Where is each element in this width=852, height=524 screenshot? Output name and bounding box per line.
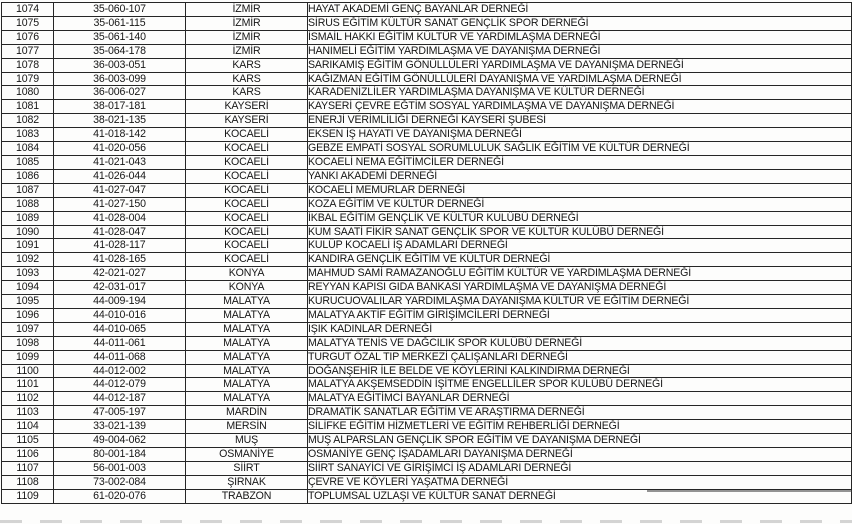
table-row (2, 225, 852, 239)
row-number-cell: 1079 (2, 72, 54, 86)
row-number-cell: 1097 (2, 322, 54, 336)
row-number-cell: 1083 (2, 128, 54, 142)
association-name-cell: KAYSERİ ÇEVRE EĞTİM SOSYAL YARDIMLAŞMA VE DAYANIŞMA DERNEĞİ (308, 100, 852, 114)
association-name-cell: MALATYA EĞİTİMCİ BAYANLAR DERNEĞİ (308, 392, 852, 406)
registration-code-cell: 41-021-043 (54, 155, 186, 169)
registration-code-cell: 38-017-181 (54, 100, 186, 114)
association-name-cell: MALATYA TENİS VE DAĞCILIK SPOR KULÜBÜ DERNEĞİ (308, 336, 852, 350)
row-number-cell: 1087 (2, 183, 54, 197)
province-cell: OSMANİYE (186, 448, 308, 462)
association-name-cell: SİRUS EĞİTİM KÜLTÜR SANAT GENÇLİK SPOR DERNEĞİ (308, 16, 852, 30)
row-number-cell: 1088 (2, 197, 54, 211)
table-row (2, 406, 852, 420)
row-number-cell: 1107 (2, 461, 54, 475)
province-cell: MALATYA (186, 336, 308, 350)
registration-code-cell: 42-031-017 (54, 281, 186, 295)
row-number-cell: 1074 (2, 3, 54, 17)
province-cell: MUŞ (186, 434, 308, 448)
table-row (2, 100, 852, 114)
table-row (2, 308, 852, 322)
registration-code-cell: 44-012-002 (54, 364, 186, 378)
table-row (2, 434, 852, 448)
association-name-cell: KURUCUOVALILAR YARDIMLAŞMA DAYANIŞMA KÜLTÜR VE EĞİTİM DERNEĞİ (308, 295, 852, 309)
row-number-cell: 1108 (2, 475, 54, 489)
table-row (2, 267, 852, 281)
row-number-cell: 1086 (2, 169, 54, 183)
row-number-cell: 1081 (2, 100, 54, 114)
association-name-cell: TOPLUMSAL UZLAŞI VE KÜLTÜR SANAT DERNEĞİ (308, 489, 852, 503)
row-number-cell: 1096 (2, 308, 54, 322)
table-row (2, 169, 852, 183)
row-number-cell: 1105 (2, 434, 54, 448)
province-cell: KONYA (186, 281, 308, 295)
row-number-cell: 1091 (2, 239, 54, 253)
registration-code-cell: 41-028-117 (54, 239, 186, 253)
row-number-cell: 1090 (2, 225, 54, 239)
province-cell: KOCAELİ (186, 169, 308, 183)
table-row (2, 197, 852, 211)
registration-code-cell: 44-011-061 (54, 336, 186, 350)
province-cell: MALATYA (186, 322, 308, 336)
registration-code-cell: 41-028-165 (54, 253, 186, 267)
row-number-cell: 1099 (2, 350, 54, 364)
registration-code-cell: 49-004-062 (54, 434, 186, 448)
row-number-cell: 1104 (2, 420, 54, 434)
province-cell: MALATYA (186, 364, 308, 378)
registration-code-cell: 36-003-099 (54, 72, 186, 86)
table-row (2, 392, 852, 406)
association-name-cell: HANIMELİ EĞİTİM YARDIMLAŞMA VE DAYANIŞMA DERNEĞİ (308, 44, 852, 58)
table-row (2, 461, 852, 475)
province-cell: SİİRT (186, 461, 308, 475)
association-name-cell: HAYAT AKADEMİ GENÇ BAYANLAR DERNEĞİ (308, 3, 852, 17)
association-name-cell: KOZA EĞİTİM VE KÜLTÜR DERNEĞİ (308, 197, 852, 211)
association-name-cell: GEBZE EMPATİ SOSYAL SORUMLULUK SAĞLIK EĞİTİM VE KÜLTÜR DERNEĞİ (308, 142, 852, 156)
registration-code-cell: 56-001-003 (54, 461, 186, 475)
row-number-cell: 1095 (2, 295, 54, 309)
registration-code-cell: 35-061-140 (54, 30, 186, 44)
association-name-cell: OSMANİYE GENÇ İŞADAMLARI DAYANIŞMA DERNEĞİ (308, 448, 852, 462)
registration-code-cell: 33-021-139 (54, 420, 186, 434)
province-cell: İZMİR (186, 16, 308, 30)
registration-code-cell: 35-060-107 (54, 3, 186, 17)
row-number-cell: 1092 (2, 253, 54, 267)
province-cell: MALATYA (186, 350, 308, 364)
registration-code-cell: 44-011-068 (54, 350, 186, 364)
row-number-cell: 1101 (2, 378, 54, 392)
table-row (2, 30, 852, 44)
row-number-cell: 1106 (2, 448, 54, 462)
row-number-cell: 1078 (2, 58, 54, 72)
province-cell: ŞIRNAK (186, 475, 308, 489)
table-row (2, 155, 852, 169)
table-row (2, 128, 852, 142)
scan-artifact-noise (0, 520, 852, 523)
province-cell: KOCAELİ (186, 197, 308, 211)
registration-code-cell: 41-027-047 (54, 183, 186, 197)
row-number-cell: 1089 (2, 211, 54, 225)
association-name-cell: IŞIK KADINLAR DERNEĞİ (308, 322, 852, 336)
province-cell: KAYSERİ (186, 114, 308, 128)
association-name-cell: MALATYA AKTİF EĞİTİM GİRİŞİMCİLERİ DERNEĞİ (308, 308, 852, 322)
association-name-cell: SİİRT SANAYİCİ VE GİRİŞİMCİ İŞ ADAMLARI DERNEĞİ (308, 461, 852, 475)
registration-code-cell: 44-012-079 (54, 378, 186, 392)
association-name-cell: KUM SAATİ FİKİR SANAT GENÇLİK SPOR VE KÜLTÜR KULÜBÜ DERNEĞİ (308, 225, 852, 239)
province-cell: İZMİR (186, 30, 308, 44)
registration-code-cell: 36-003-051 (54, 58, 186, 72)
association-name-cell: DOĞANŞEHİR İLE BELDE VE KÖYLERİNİ KALKINDIRMA DERNEĞİ (308, 364, 852, 378)
province-cell: İZMİR (186, 3, 308, 17)
table-row (2, 239, 852, 253)
province-cell: MALATYA (186, 378, 308, 392)
association-name-cell: MALATYA AKŞEMSEDDİN İŞİTME ENGELLİLER SPOR KULÜBÜ DERNEĞİ (308, 378, 852, 392)
table-row (2, 211, 852, 225)
table-row (2, 336, 852, 350)
table-row (2, 142, 852, 156)
association-name-cell: KANDIRA GENÇLİK EĞİTİM VE KÜLTÜR DERNEĞİ (308, 253, 852, 267)
table-row (2, 489, 852, 503)
row-number-cell: 1076 (2, 30, 54, 44)
row-number-cell: 1084 (2, 142, 54, 156)
province-cell: KOCAELİ (186, 155, 308, 169)
row-number-cell: 1094 (2, 281, 54, 295)
table-row (2, 420, 852, 434)
association-name-cell: İKBAL EĞİTİM GENÇLİK VE KÜLTÜR KULÜBÜ DERNEĞİ (308, 211, 852, 225)
registration-code-cell: 41-028-004 (54, 211, 186, 225)
registration-code-cell: 41-028-047 (54, 225, 186, 239)
province-cell: KARS (186, 86, 308, 100)
table-row (2, 448, 852, 462)
registration-code-cell: 38-021-135 (54, 114, 186, 128)
province-cell: MALATYA (186, 392, 308, 406)
association-name-cell: DRAMATİK SANATLAR EĞİTİM VE ARAŞTIRMA DERNEĞİ (308, 406, 852, 420)
registration-code-cell: 41-027-150 (54, 197, 186, 211)
province-cell: KOCAELİ (186, 128, 308, 142)
registration-code-cell: 42-021-027 (54, 267, 186, 281)
row-number-cell: 1075 (2, 16, 54, 30)
province-cell: KARS (186, 72, 308, 86)
table-row (2, 281, 852, 295)
province-cell: MALATYA (186, 295, 308, 309)
association-name-cell: MUŞ ALPARSLAN GENÇLİK SPOR EĞİTİM VE DAYANIŞMA DERNEĞİ (308, 434, 852, 448)
association-name-cell: REYYAN KAPISI GIDA BANKASI YARDIMLAŞMA VE DAYANIŞMA DERNEĞİ (308, 281, 852, 295)
table-body (2, 3, 852, 504)
province-cell: TRABZON (186, 489, 308, 503)
table-row (2, 58, 852, 72)
row-number-cell: 1100 (2, 364, 54, 378)
table-row (2, 16, 852, 30)
registration-code-cell: 44-012-187 (54, 392, 186, 406)
registration-code-cell: 80-001-184 (54, 448, 186, 462)
province-cell: KOCAELİ (186, 183, 308, 197)
table-row (2, 86, 852, 100)
registration-code-cell: 44-010-065 (54, 322, 186, 336)
province-cell: KARS (186, 58, 308, 72)
association-name-cell: SARIKAMIŞ EĞİTİM GÖNÜLLÜLERİ YARDIMLAŞMA VE DAYANIŞMA DERNEĞİ (308, 58, 852, 72)
row-number-cell: 1077 (2, 44, 54, 58)
row-number-cell: 1109 (2, 489, 54, 503)
row-number-cell: 1082 (2, 114, 54, 128)
province-cell: MALATYA (186, 308, 308, 322)
association-name-cell: EKSEN İŞ HAYATI VE DAYANIŞMA DERNEĞİ (308, 128, 852, 142)
row-number-cell: 1085 (2, 155, 54, 169)
row-number-cell: 1103 (2, 406, 54, 420)
table-row (2, 364, 852, 378)
table-row (2, 183, 852, 197)
association-name-cell: KARADENİZLİLER YARDIMLAŞMA DAYANIŞMA VE KÜLTÜR DERNEĞİ (308, 86, 852, 100)
table-row (2, 72, 852, 86)
association-name-cell: KOCAELİ MEMURLAR DERNEĞİ (308, 183, 852, 197)
registration-code-cell: 44-009-194 (54, 295, 186, 309)
province-cell: KAYSERİ (186, 100, 308, 114)
row-number-cell: 1102 (2, 392, 54, 406)
table-row (2, 44, 852, 58)
association-name-cell: ENERJİ VERİMLİLİĞİ DERNEĞİ KAYSERİ ŞUBESİ (308, 114, 852, 128)
registration-code-cell: 73-002-084 (54, 475, 186, 489)
association-name-cell: KULÜP KOCAELİ İŞ ADAMLARI DERNEĞİ (308, 239, 852, 253)
province-cell: İZMİR (186, 44, 308, 58)
province-cell: MERSİN (186, 420, 308, 434)
province-cell: KOCAELİ (186, 142, 308, 156)
association-name-cell: KAĞIZMAN EĞİTİM GÖNÜLLÜLERİ DAYANIŞMA VE YARDIMLAŞMA DERNEĞİ (308, 72, 852, 86)
province-cell: MARDİN (186, 406, 308, 420)
province-cell: KOCAELİ (186, 239, 308, 253)
table-row (2, 295, 852, 309)
table-row (2, 350, 852, 364)
registration-code-cell: 35-061-115 (54, 16, 186, 30)
province-cell: KOCAELİ (186, 211, 308, 225)
table-row (2, 253, 852, 267)
registration-code-cell: 44-010-016 (54, 308, 186, 322)
associations-table (1, 2, 852, 504)
table-row (2, 114, 852, 128)
registration-code-cell: 35-064-178 (54, 44, 186, 58)
table-row (2, 378, 852, 392)
association-name-cell: MAHMUD SAMİ RAMAZANOĞLU EĞİTİM KÜLTÜR VE YARDIMLAŞMA DERNEĞİ (308, 267, 852, 281)
registration-code-cell: 61-020-076 (54, 489, 186, 503)
association-name-cell: YANKI AKADEMİ DERNEĞİ (308, 169, 852, 183)
table-row (2, 3, 852, 17)
row-number-cell: 1093 (2, 267, 54, 281)
row-number-cell: 1098 (2, 336, 54, 350)
province-cell: KOCAELİ (186, 225, 308, 239)
registration-code-cell: 41-018-142 (54, 128, 186, 142)
table-row (2, 475, 852, 489)
association-name-cell: İSMAİL HAKKI EĞİTİM KÜLTÜR VE YARDIMLAŞMA DERNEĞİ (308, 30, 852, 44)
table-row (2, 322, 852, 336)
row-number-cell: 1080 (2, 86, 54, 100)
association-name-cell: TURGUT ÖZAL TIP MERKEZİ ÇALIŞANLARI DERNEĞİ (308, 350, 852, 364)
province-cell: KOCAELİ (186, 253, 308, 267)
registration-code-cell: 36-006-027 (54, 86, 186, 100)
registration-code-cell: 41-026-044 (54, 169, 186, 183)
registration-code-cell: 41-020-056 (54, 142, 186, 156)
association-name-cell: KOCAELİ NEMA EĞİTİMCİLER DERNEĞİ (308, 155, 852, 169)
association-name-cell: ÇEVRE VE KÖYLERİ YAŞATMA DERNEĞİ (308, 475, 852, 489)
association-name-cell: SİLİFKE EĞİTİM HİZMETLERİ VE EĞİTİM REHBERLİĞİ DERNEĞİ (308, 420, 852, 434)
province-cell: KONYA (186, 267, 308, 281)
registration-code-cell: 47-005-197 (54, 406, 186, 420)
